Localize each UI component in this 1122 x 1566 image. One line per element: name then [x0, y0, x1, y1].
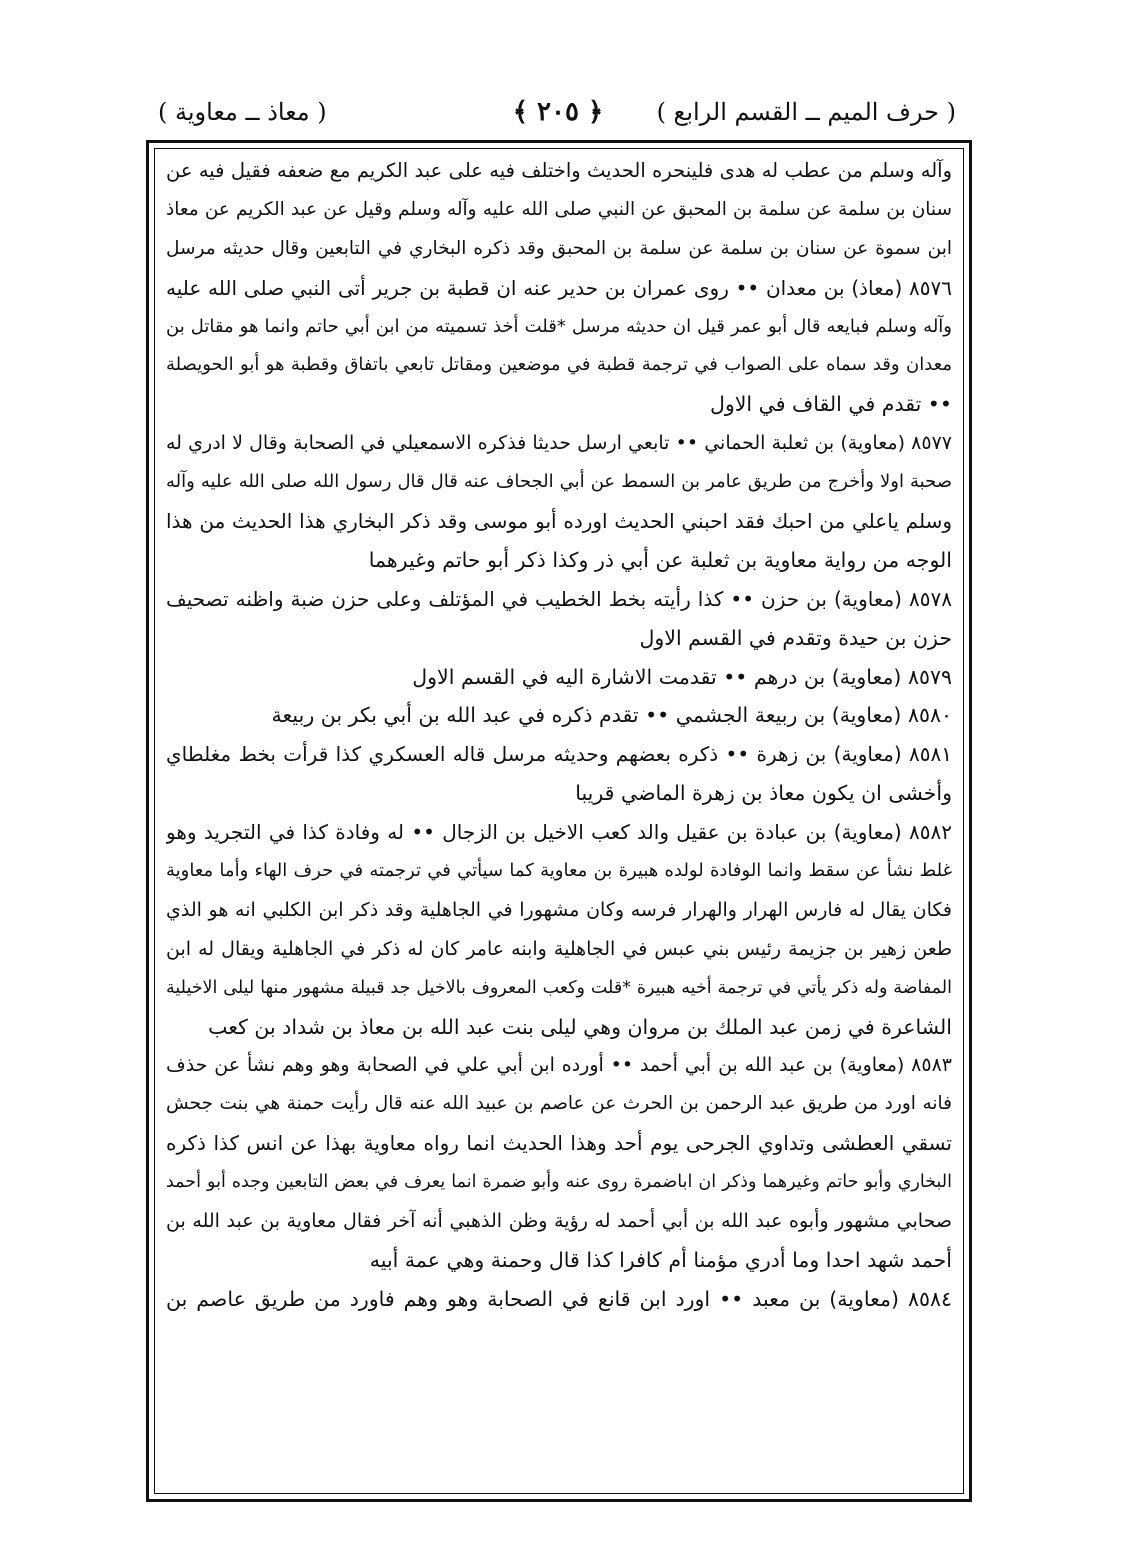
text-line: سنان بن سلمة عن سلمة بن المحبق عن النبي صلى الله عليه وآله وسلم وقيل عن عبد الكريم عن معاذ — [166, 198, 952, 220]
text-line: وآله وسلم فبايعه قال أبو عمر قيل ان حديثه مرسل *قلت أخذ تسميته من ابن أبي حاتم وانما هو مقاتل بن — [166, 315, 952, 337]
text-line: الشاعرة في زمن عبد الملك بن مروان وهي ليلى بنت عبد الله بن معاذ بن شداد بن كعب — [208, 1014, 952, 1039]
page-number: ﴿ ٢٠٥ ﴾ — [512, 97, 604, 127]
text-line: الوجه من رواية معاوية بن ثعلبة عن أبي ذر وكذا ذكر أبو حاتم وغيرهما — [368, 547, 952, 572]
text-line: ٨٥٨٣ (معاوية) بن عبد الله بن أبي أحمد •• أورده ابن أبي علي في الصحابة وهو وهم نشأ عن حذف — [166, 1054, 952, 1077]
running-header — [148, 92, 968, 136]
text-line: المفاضة وله ذكر يأتي في ترجمة أخيه هبيرة *قلت وكعب المعروف بالاخيل جد قبيلة مشهور منها ليلى الاخيلية — [166, 977, 952, 998]
text-line: حزن بن حيدة وتقدم في القسم الاول — [639, 625, 952, 650]
text-line: البخاري وأبو حاتم وغيرهما وذكر ان اباضمرة روى عنه وأبو ضمرة انما يعرف في بعض التابعين وجده أبو أحمد — [166, 1172, 952, 1193]
text-line: غلط نشأ عن سقط وانما الوفادة لولده هبيرة بن معاوية كما سيأتي في ترجمته في حرف الهاء وأما معاوية — [166, 860, 952, 882]
text-line: ٨٥٨٠ (معاوية) بن ربيعة الجشمي •• تقدم ذكره في عبد الله بن أبي بكر بن ربيعة — [271, 703, 952, 728]
text-line: فكان يقال له فارس الهرار والهرار فرسه وكان مشهورا في الجاهلية وقد ذكر ابن الكلبي انه هو الذي — [166, 898, 952, 921]
text-line: •• تقدم في القاف في الاول — [709, 392, 952, 417]
text-line: فانه اورد من طريق عبد الرحمن بن الحرث عن عاصم بن عبيد الله عنه قال رأيت حمنة هي بنت جحش — [166, 1093, 952, 1115]
header-section-title: ( حرف الميم ــ القسم الرابع ) — [656, 98, 956, 126]
text-line: ٨٥٧٩ (معاوية) بن درهم •• تقدمت الاشارة اليه في القسم الاول — [412, 664, 952, 689]
text-line: ٨٥٧٨ (معاوية) بن حزن •• كذا رأيته بخط الخطيب في المؤتلف وعلى حزن ضبة واظنه تصحيف — [166, 586, 952, 611]
text-line: ابن سموة عن سنان بن سلمة عن سلمة بن المحبق وقد ذكره البخاري في التابعين وقال حديثه مرسل — [166, 237, 952, 259]
text-line: وسلم ياعلي من احبك فقد احبني الحديث اورده أبو موسى وقد ذكر البخاري هذا الحديث من هذا — [166, 509, 952, 534]
text-line: ٨٥٨٢ (معاوية) بن عبادة بن عقيل والد كعب الاخيل بن الزجال •• له وفادة كذا في التجريد وهو — [166, 820, 952, 845]
text-line: صحبة اولا وأخرج من طريق عامر بن السمط عن أبي الجحاف عنه قال قال رسول الله صلى الله عليه وآله — [166, 471, 952, 493]
text-line: صحابي مشهور وأبوه عبد الله بن أبي أحمد له رؤية وظن الذهبي أنه آخر فقال معاوية بن عبد الله بن — [166, 1210, 952, 1233]
text-line: أحمد شهد احدا وما أدري مؤمنا أم كافرا كذا قال وحمنة وهي عمة أبيه — [369, 1247, 952, 1272]
text-line: طعن زهير بن جزيمة رئيس بني عبس في الجاهلية وابنه عامر كان له ذكر في الجاهلية ويقال له ابن — [166, 937, 952, 960]
text-line: وأخشى ان يكون معاذ بن زهرة الماضي قريبا — [575, 781, 952, 806]
text-line: معدان وقد سماه على الصواب في ترجمة قطبة في موضعين ومقاتل تابعي باتفاق وقطبة هو أبو الحويصلة — [166, 354, 952, 376]
header-entry-range: ( معاذ ــ معاوية ) — [158, 98, 327, 126]
text-line: ٨٥٧٧ (معاوية) بن ثعلبة الحماني •• تابعي ارسل حديثا فذكره الاسمعيلي في الصحابة وقال لا ادري له — [166, 432, 952, 455]
text-line: ٨٥٨٤ (معاوية) بن معبد •• اورد ابن قانع في الصحابة وهو وهم فاورد من طريق عاصم بن — [166, 1286, 952, 1311]
text-line: ٨٥٨١ (معاوية) بن زهرة •• ذكره بعضهم وحديثه مرسل قاله العسكري كذا قرأت بخط مغلطاي — [166, 742, 952, 767]
text-line: تسقي العطشى وتداوي الجرحى يوم أحد وهذا الحديث انما رواه معاوية بهذا عن انس كذا ذكره — [166, 1131, 952, 1156]
text-line: ٨٥٧٦ (معاذ) بن معدان •• روى عمران بن حدير عنه ان قطبة بن جرير أتى النبي صلى الله عليه — [166, 275, 952, 300]
body-text — [166, 152, 952, 1488]
text-line: وآله وسلم من عطب له هدى فلينحره الحديث واختلف فيه على عبد الكريم مع ضعفه فقيل فيه عن — [166, 159, 952, 182]
